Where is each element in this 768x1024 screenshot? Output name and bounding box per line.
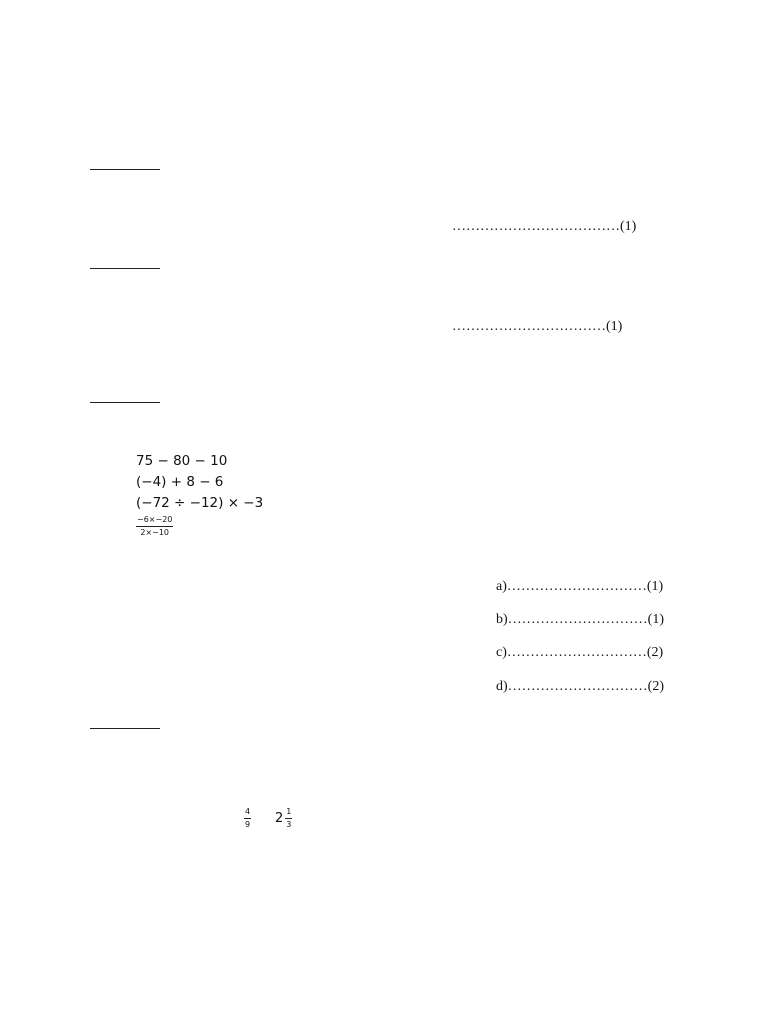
mixed-number-whole: 2 [275,811,284,826]
mixed-number-denominator: 3 [286,820,292,829]
expression-d-numerator: −6×−20 [136,516,173,527]
answer-line-d[interactable]: d)…………………………(2) [496,679,664,694]
answer-line-b[interactable]: b)…………………………(1) [496,612,664,627]
answer-line-a[interactable]: a)…………………………(1) [496,579,664,594]
question-2-answer-line[interactable]: ……………………………(1) [452,319,623,334]
fraction-denominator: 9 [245,820,251,829]
mixed-number-fraction [285,808,292,829]
answer-line-c[interactable]: c)…………………………(2) [496,645,664,660]
expression-b: (−4) + 8 − 6 [136,474,224,490]
fraction-numerator: 4 [244,808,251,819]
question-4-heading-rule [90,728,160,729]
expression-c: (−72 ÷ −12) × −3 [136,495,264,511]
question-3-heading-rule [90,402,160,403]
question-1-heading-rule [90,169,160,170]
question-1-answer-line[interactable]: ………………………………(1) [452,219,637,234]
fraction-four-ninths [244,808,251,829]
mixed-number [275,808,292,829]
question-2-heading-rule [90,268,160,269]
mixed-number-numerator: 1 [285,808,292,819]
expression-d-fraction [136,516,173,537]
expression-a: 75 − 80 − 10 [136,453,228,469]
expression-d-denominator: 2×−10 [140,528,170,537]
